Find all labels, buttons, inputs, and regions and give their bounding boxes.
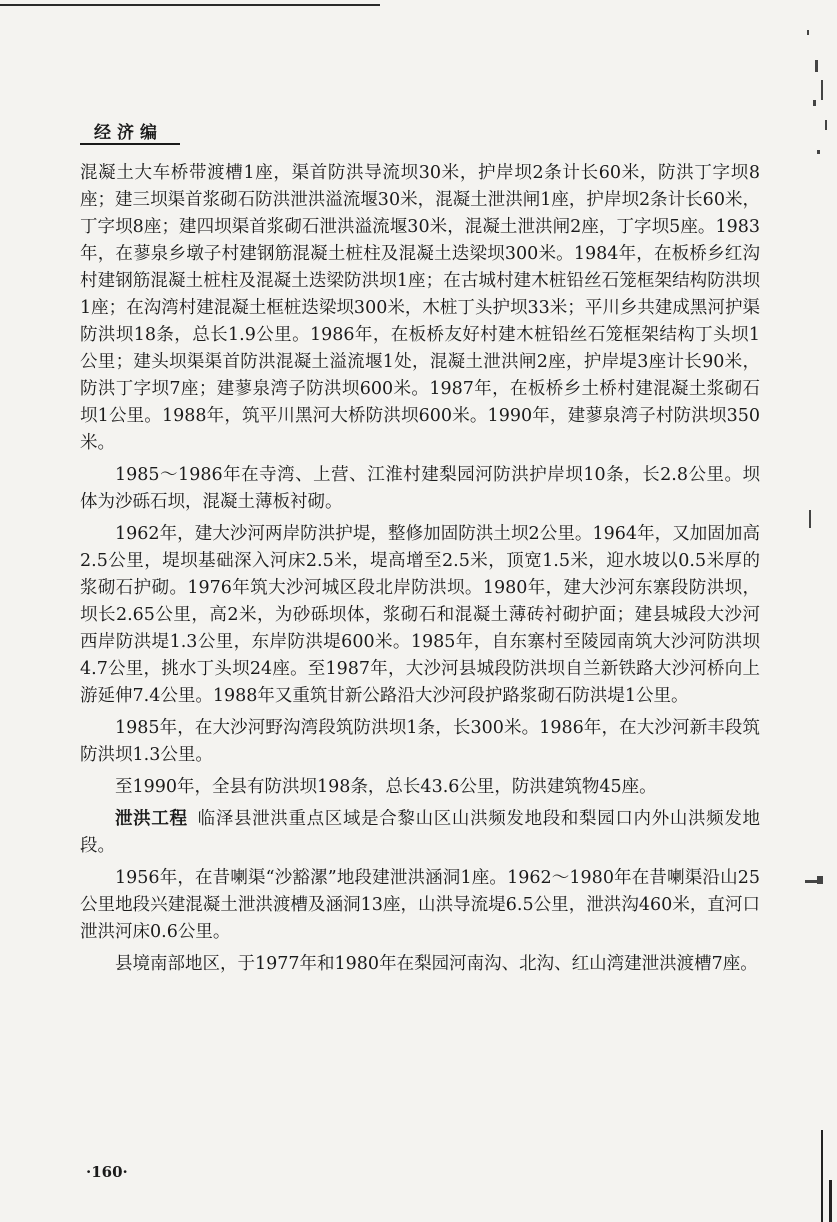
- paragraph-2: [80, 462, 760, 516]
- paragraph-5: [80, 774, 760, 801]
- paragraph-text: 县境南部地区，于1977年和1980年在梨园河南沟、北沟、红山湾建泄洪渡槽7座。: [115, 954, 758, 974]
- paragraph-4: [80, 715, 760, 769]
- scan-top-rule: [0, 4, 380, 6]
- subsection-heading: 泄洪工程: [115, 809, 188, 829]
- paragraph-7: [80, 865, 760, 946]
- section-header: 经济编: [94, 123, 163, 143]
- scan-edge-artifacts: [777, 0, 837, 1222]
- paragraph-8: [80, 951, 760, 978]
- paragraph-text: 至1990年，全县有防洪坝198条，总长43.6公里，防洪建筑物45座。: [115, 777, 657, 797]
- header-underline: [80, 143, 180, 145]
- paragraph-text: 1985年，在大沙河野沟湾段筑防洪坝1条，长300米。1986年，在大沙河新丰段筑防洪坝1.3公里。: [80, 718, 760, 765]
- paragraph-text: 临泽县泄洪重点区域是合黎山区山洪频发地段和梨园口内外山洪频发地段。: [80, 809, 761, 856]
- paragraph-text: 1962年，建大沙河两岸防洪护堤，整修加固防洪土坝2公里。1964年，又加固加高2.5公里，堤坝基础深入河床2.5米，堤高增至2.5米，顶宽1.5米，迎水坡以0.5米厚的浆砌石护砌。1976年筑大沙河城区段北岸防洪坝。1980年，建大沙河东寨段防洪坝，坝长2.65公里，高2米，为砂砾坝体，浆砌石和混凝土薄砖衬砌护面；建县城段大沙河西岸防洪堤1.3公里，东岸防洪堤600米。1985年，自东寨村至陵园南筑大沙河防洪坝4.7公里，挑水丁头坝24座。至1987年，大沙河县城段防洪坝自兰新铁路大沙河桥向上游延伸7.4公里。1988年又重筑甘新公路沿大沙河段护路浆砌石防洪堤1公里。: [80, 524, 760, 706]
- paragraph-1: [80, 160, 760, 457]
- paragraph-3: [80, 521, 760, 710]
- paragraph-6: [80, 806, 760, 860]
- page-number: ·160·: [86, 1163, 128, 1181]
- paragraph-text: 1956年，在昔喇渠“沙豁漯”地段建泄洪涵洞1座。1962～1980年在昔喇渠沿山25公里地段兴建混凝土泄洪渡槽及涵洞13座，山洪导流堤6.5公里，泄洪沟460米，直河口泄洪河床0.6公里。: [80, 868, 760, 942]
- paragraph-text: 混凝土大车桥带渡槽1座，渠首防洪导流坝30米，护岸坝2条计长60米，防洪丁字坝8座；建三坝渠首浆砌石防洪泄洪溢流堰30米，混凝土泄洪闸1座，护岸坝2条计长60米，丁字坝8座；建四坝渠首浆砌石泄洪溢流堰30米，混凝土泄洪闸2座，丁字坝5座。1983年，在蓼泉乡墩子村建钢筋混凝土桩柱及混凝土迭梁坝300米。1984年，在板桥乡红沟村建钢筋混凝土桩柱及混凝土迭梁防洪坝1座；在古城村建木桩铅丝石笼框架结构防洪坝1座；在沟湾村建混凝土框桩迭梁坝300米，木桩丁头护坝33米；平川乡共建成黑河护渠防洪坝18条，总长1.9公里。1986年，在板桥友好村建木桩铅丝石笼框架结构丁头坝1公里；建头坝渠渠首防洪混凝土溢流堰1处，混凝土泄洪闸2座，护岸堤3座计长90米，防洪丁字坝7座；建蓼泉湾子防洪坝600米。1987年，在板桥乡土桥村建混凝土浆砌石坝1公里。1988年，筑平川黑河大桥防洪坝600米。1990年，建蓼泉湾子村防洪坝350米。: [80, 163, 760, 453]
- paragraph-text: 1985～1986年在寺湾、上营、江淮村建梨园河防洪护岸坝10条，长2.8公里。坝体为沙砾石坝，混凝土薄板衬砌。: [80, 465, 760, 512]
- body-text: [80, 160, 760, 983]
